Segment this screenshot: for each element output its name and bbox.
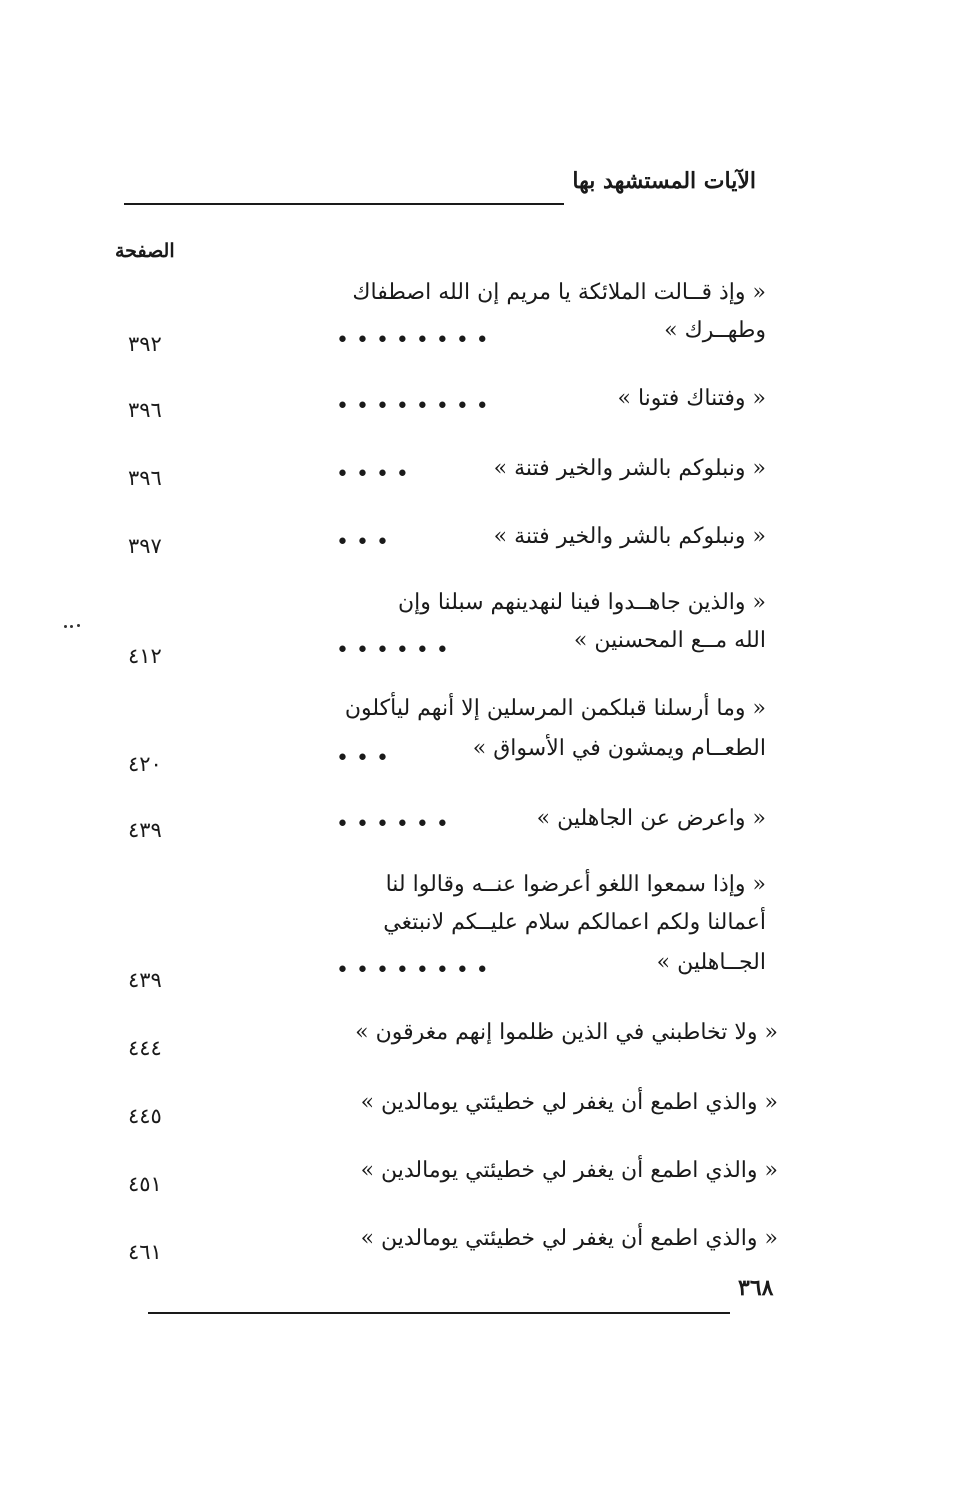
entry-3-page-number: ٣٩٦ bbox=[128, 466, 162, 490]
entry-4-page-number: ٣٩٧ bbox=[128, 534, 162, 558]
entry-12-page-number: ٤٦١ bbox=[128, 1240, 162, 1264]
entry-9-page-number: ٤٤٤ bbox=[128, 1036, 162, 1060]
entry-6-page-number: ٤٢٠ bbox=[128, 752, 162, 776]
page-title: الآيات المستشهد بها bbox=[572, 168, 756, 194]
entry-3-dot-leader: • • • • bbox=[336, 462, 409, 487]
entry-8-line-1: « وإذا سمعوا اللغو أعرضوا عنــه وقالوا لنا bbox=[385, 872, 766, 897]
entry-2-dot-leader: • • • • • • • • bbox=[336, 394, 489, 419]
entry-1-line-1: « وإذ قــالت الملائكة يا مريم إن الله اصطفاك bbox=[352, 280, 766, 305]
entry-8-page-number: ٤٣٩ bbox=[128, 968, 162, 992]
entry-11-line-1: « والذي اطمع أن يغفر لي خطيئتي يومالدين » bbox=[360, 1158, 778, 1183]
entry-1-line-2: وطهــرك » bbox=[664, 318, 766, 343]
entry-5-line-2: الله مــع المحسنين » bbox=[573, 628, 766, 653]
scan-speck-mark bbox=[64, 624, 82, 628]
entry-12-line-1: « والذي اطمع أن يغفر لي خطيئتي يومالدين » bbox=[360, 1226, 778, 1251]
entry-6-line-2: الطعــام ويمشون في الأسواق » bbox=[472, 736, 766, 761]
entry-4-line-1: « ونبلوكم بالشر والخير فتنة » bbox=[493, 524, 766, 549]
page-column-label: الصفحة bbox=[115, 240, 175, 262]
entry-4-dot-leader: • • • bbox=[336, 530, 389, 555]
entry-10-page-number: ٤٤٥ bbox=[128, 1104, 162, 1128]
footer-rule bbox=[148, 1312, 730, 1314]
entry-7-page-number: ٤٣٩ bbox=[128, 818, 162, 842]
page-header bbox=[124, 168, 756, 208]
entry-1-page-number: ٣٩٢ bbox=[128, 332, 162, 356]
entry-8-line-3: الجــاهلين » bbox=[656, 950, 766, 975]
entry-5-line-1: « والذين جاهــدوا فينا لنهدينهم سبلنا وإن bbox=[397, 590, 766, 615]
entry-8-dot-leader: • • • • • • • • bbox=[336, 958, 489, 983]
entry-1-dot-leader: • • • • • • • • bbox=[336, 328, 489, 353]
entry-2-line-1: « وفتناك فتونا » bbox=[617, 386, 766, 411]
entry-10-line-1: « والذي اطمع أن يغفر لي خطيئتي يومالدين » bbox=[360, 1090, 778, 1115]
entry-11-page-number: ٤٥١ bbox=[128, 1172, 162, 1196]
entry-7-dot-leader: • • • • • • bbox=[336, 812, 449, 837]
entry-9-line-1: « ولا تخاطبني في الذين ظلموا إنهم مغرقون » bbox=[355, 1020, 778, 1045]
entry-5-page-number: ٤١٢ bbox=[128, 644, 162, 668]
entry-7-line-1: « واعرض عن الجاهلين » bbox=[536, 806, 766, 831]
entry-5-dot-leader: • • • • • • bbox=[336, 638, 449, 663]
entry-8-line-2: أعمالنا ولكم اعمالكم سلام عليــكم لانبتغي bbox=[383, 910, 766, 935]
entry-6-line-1: « وما أرسلنا قبلكمن المرسلين إلا أنهم ليأكلون bbox=[344, 696, 766, 721]
header-rule bbox=[124, 203, 564, 205]
entry-3-line-1: « ونبلوكم بالشر والخير فتنة » bbox=[493, 456, 766, 481]
entry-6-dot-leader: • • • bbox=[336, 746, 389, 771]
footer-page-number: ٣٦٨ bbox=[738, 1275, 774, 1301]
entry-2-page-number: ٣٩٦ bbox=[128, 398, 162, 422]
